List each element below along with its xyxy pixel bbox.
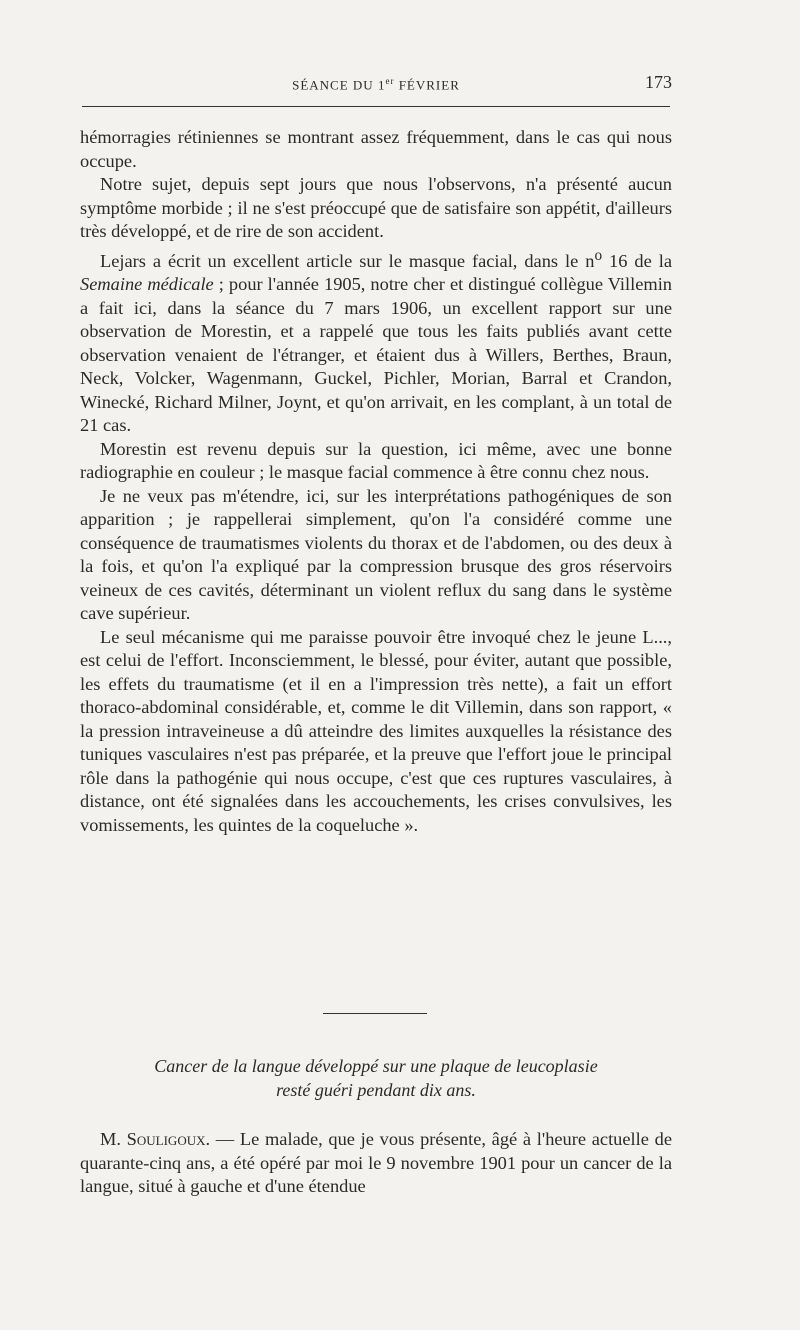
running-head: SÉANCE DU 1er FÉVRIER [292, 76, 460, 93]
paragraph: hémorragies rétiniennes se montrant assez fréquemment, dans le cas qui nous occupe. [80, 127, 672, 171]
final-paragraph: M. Souligoux. — Le malade, que je vous présente, âgé à l'heure actuelle de quarante-cinq ans, a été opéré par moi le 9 novembre 1901 pour un cancer de la langue, situé à gauche et d'une étendue [80, 1129, 672, 1196]
body-text [80, 126, 672, 837]
paragraph: Notre sujet, depuis sept jours que nous l'observons, n'a présenté aucun symptôme morbide ; il ne s'est préoccupé que de satisfaire son appétit, d'ailleurs très développé, et de rire de son accident. [80, 174, 672, 241]
page-number: 173 [645, 72, 672, 92]
paragraph: Je ne veux pas m'étendre, ici, sur les interprétations pathogéniques de son apparition ; je rappellerai simplement, qu'on l'a considéré comme une conséquence de traumatismes violents du thorax et de l'abdomen, ou des deux à la fois, et qu'on l'a expliqué par la compression brusque des gros réservoirs veineux de ces cavités, déterminant un violent reflux du sang dans le système cave supérieur. [80, 485, 672, 624]
page-header [80, 72, 672, 98]
section-title-line: Cancer de la langue développé sur une plaque de leucoplasie [154, 1056, 598, 1076]
speaker-name: M. Souligoux. [100, 1129, 211, 1149]
journal-title: Semaine médicale [80, 274, 214, 295]
paragraph: Morestin est revenu depuis sur la question, ici même, avec une bonne radiographie en couleur ; le masque facial commence à être connu chez nous. [80, 438, 672, 483]
section-title-line: resté guéri pendant dix ans. [276, 1080, 476, 1100]
header-rule [82, 106, 670, 107]
section-title [80, 1054, 672, 1102]
paragraph: Le seul mécanisme qui me paraisse pouvoir être invoqué chez le jeune L..., est celui de l'effort. Inconsciemment, le blessé, pour éviter, autant que possible, les effets du traumatisme (et il en a l'impression très nette), a fait un effort thoraco-abdominal considérable, et, comme le dit Villemin, dans son rapport, « la pression intraveineuse a dû atteindre des limites auxquelles la résistance des tuniques vasculaires n'est pas préparée, et la preuve que l'effort joue le principal rôle dans la pathogénie qui nous occupe, c'est que ces ruptures vasculaires, à distance, ont été signalées dans les accouchements, les crises convulsives, les vomissements, les quintes de la coqueluche ». [80, 626, 672, 835]
section-separator [323, 1013, 427, 1014]
paragraph-lejars: Lejars a écrit un excellent article sur le masque facial, dans le $n^o$ 16 de la Semaine médicale ; pour l'année 1905, notre cher et distingué collègue Villemin a fait ici, dans la séance du 7 mars 1906, un excellent rapport sur une observation de Morestin, et a rappelé que tous les faits publiés avant cette observation venaient de l'étranger, et étaient dus à Willers, Berthes, Braun, Neck, Volcker, Wagenmann, Guckel, Pichler, Morian, Barral et Crandon, Winecké, Richard Milner, Joynt, et qu'on arrivait, en les complant, à un total de 21 cas. [80, 246, 672, 436]
